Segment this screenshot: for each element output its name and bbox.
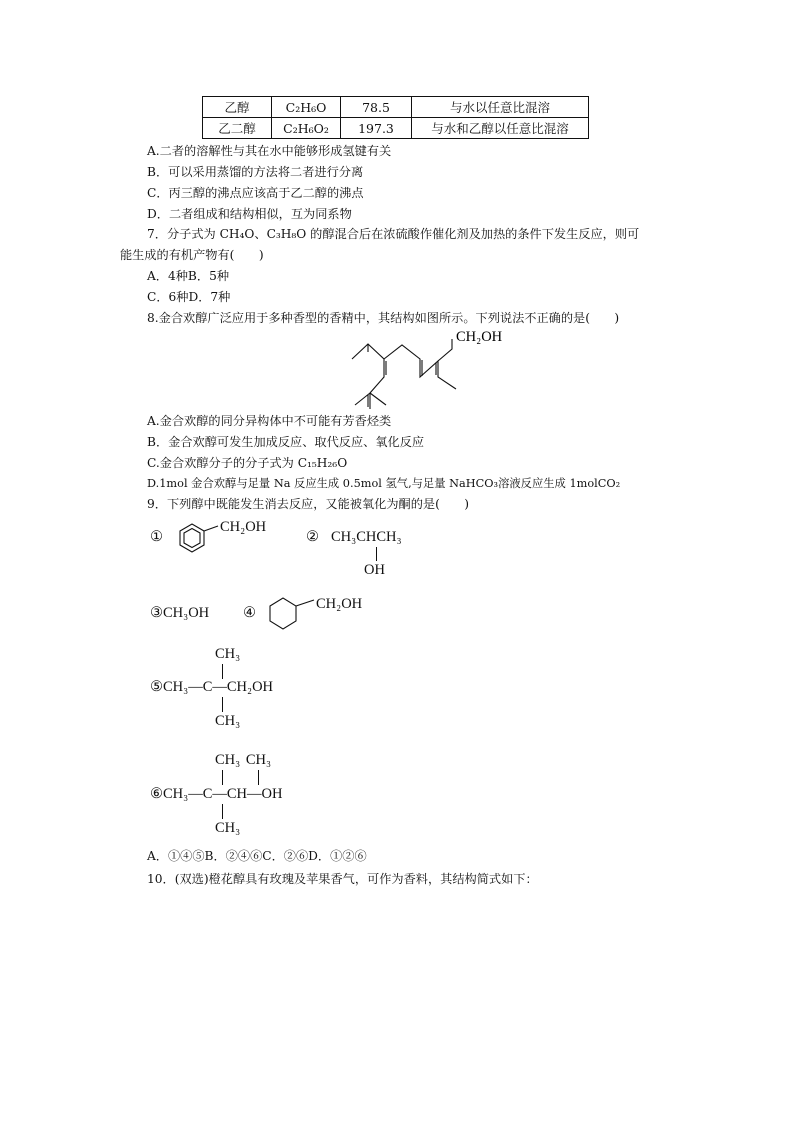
q9-stem: 9．下列醇中既能发生消去反应，又能被氧化为酮的是( ) — [147, 497, 469, 511]
q9-structure-2-oh: OH — [364, 562, 385, 578]
q6-option-b: B．可以采用蒸馏的方法将二者进行分离 — [147, 165, 364, 179]
q9-structure-1-number: ① — [150, 529, 163, 545]
q9-structure-4-group: CH₂OH — [316, 596, 363, 612]
q9-structure-6-top: CH₃ CH₃ — [215, 752, 272, 768]
q8-option-c: C.金合欢醇分子的分子式为 C₁₅H₂₆O — [147, 456, 348, 470]
benzene-ring-icon — [170, 520, 220, 560]
q8-option-a: A.金合欢醇的同分异构体中不可能有芳香烃类 — [147, 414, 392, 428]
table-cell: 78.5 — [341, 97, 412, 118]
farnesol-structure — [330, 325, 503, 415]
q7-options-cd: C．6种D．7种 — [147, 290, 231, 304]
q8-option-d: D.1mol 金合欢醇与足量 Na 反应生成 0.5mol 氢气,与足量 NaHCO₃溶液反应生成 1molCO₂ — [147, 477, 621, 490]
q9-structure-2-number: ② — [306, 529, 319, 545]
q8-option-b: B．金合欢醇可发生加成反应、取代反应、氧化反应 — [147, 435, 425, 449]
table-cell: 与水和乙醇以任意比混溶 — [412, 118, 589, 139]
bond-line — [222, 770, 223, 785]
q8-stem: 8.金合欢醇广泛应用于多种香型的香精中，其结构如图所示。下列说法不正确的是( ) — [147, 311, 620, 325]
q6-option-c: C．丙三醇的沸点应该高于乙二醇的沸点 — [147, 186, 364, 200]
q9-structure-6-bottom: CH₃ — [215, 820, 241, 836]
table-cell: 与水以任意比混溶 — [412, 97, 589, 118]
q7-stem-line2: 能生成的有机产物有( ) — [120, 248, 264, 262]
table-cell: C₂H₆O₂ — [272, 118, 341, 139]
farnesol-ch2oh-label: CH₂OH — [456, 329, 503, 345]
bond-line — [376, 547, 377, 561]
table-cell: C₂H₆O — [272, 97, 341, 118]
q10-stem: 10．(双选)橙花醇具有玫瑰及苹果香气，可作为香料，其结构简式如下： — [147, 872, 538, 886]
q9-structure-5-top: CH₃ — [215, 646, 241, 662]
q9-options: A．①④⑤B．②④⑥C．②⑥D．①②⑥ — [147, 849, 367, 863]
table-cell: 乙二醇 — [203, 118, 272, 139]
bond-line — [258, 770, 259, 785]
q9-structure-4-number: ④ — [243, 605, 256, 621]
cyclohexane-ring-icon — [262, 592, 322, 634]
q9-structure-5-main: ⑤CH₃—C—CH₂OH — [150, 679, 274, 695]
alcohol-property-table — [202, 96, 589, 139]
bond-line — [222, 664, 223, 679]
q9-structure-1-group: CH₂OH — [220, 519, 267, 535]
q7-stem-line1: 7．分子式为 CH₄O、C₃H₈O 的醇混合后在浓硫酸作催化剂及加热的条件下发生反应，则可 — [147, 227, 640, 241]
q9-structure-6-main: ⑥CH₃—C—CH—OH — [150, 786, 283, 802]
table-row — [203, 118, 589, 139]
q7-options-ab: A．4种B．5种 — [147, 269, 230, 283]
q6-option-d: D．二者组成和结构相似，互为同系物 — [147, 207, 352, 221]
bond-line — [222, 804, 223, 819]
q6-option-a: A.二者的溶解性与其在水中能够形成氢键有关 — [147, 144, 392, 158]
bond-line — [222, 697, 223, 712]
q9-structure-2-main: CH₃CHCH₃ — [331, 529, 402, 545]
q9-structure-5-bottom: CH₃ — [215, 713, 241, 729]
q9-structure-3: ③CH₃OH — [150, 605, 210, 621]
table-cell: 乙醇 — [203, 97, 272, 118]
table-row — [203, 97, 589, 118]
table-cell: 197.3 — [341, 118, 412, 139]
